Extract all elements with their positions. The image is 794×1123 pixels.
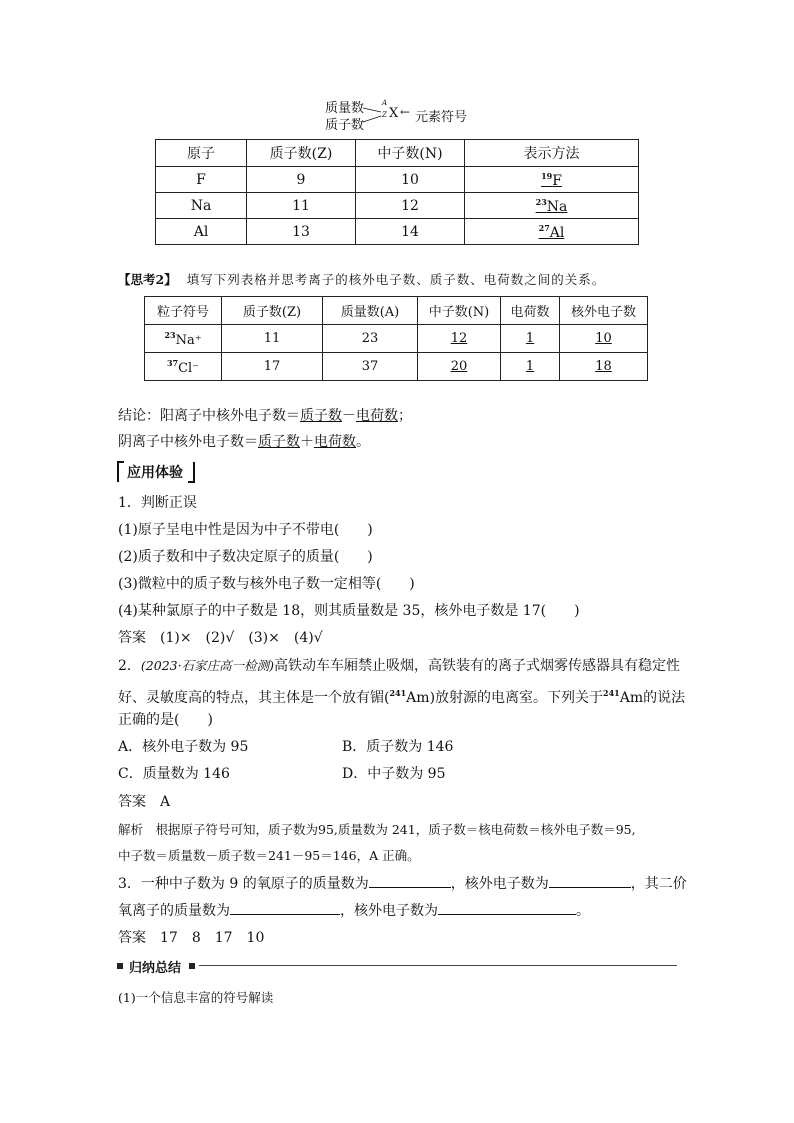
q2-option-a: A．核外电子数为 95 xyxy=(118,739,249,755)
blank-line xyxy=(230,900,340,915)
ion-table xyxy=(144,296,648,381)
q2-text: 的说法 xyxy=(643,690,686,706)
element-symbol: Am xyxy=(619,690,644,706)
q1-item: (4)某种氯原子的中子数是 18，则其质量数是 35，核外电子数是 17( ) xyxy=(118,603,580,619)
table-row xyxy=(145,353,648,381)
cell-symbol xyxy=(145,353,222,381)
cell-charge xyxy=(501,353,560,381)
notation-diagram xyxy=(325,97,485,131)
answer-value: 10 xyxy=(595,331,612,346)
cell-protons: 17 xyxy=(222,353,323,381)
q3-line-1 xyxy=(118,873,687,894)
q2-source: (2023·石家庄高一检测) xyxy=(140,658,274,673)
mass-number: 241 xyxy=(389,688,407,698)
answer-value: 1 xyxy=(525,359,535,374)
header-charge: 电荷数 xyxy=(501,297,560,325)
cell-atom: F xyxy=(156,167,247,193)
q1-item: (1)原子呈电中性是因为中子不带电( ) xyxy=(118,522,373,538)
q3-text: 。 xyxy=(576,903,590,919)
mass-symbol: A xyxy=(382,99,388,107)
element-symbol: F xyxy=(552,172,562,189)
square-icon xyxy=(189,963,195,969)
section-title-text: 应用体验 xyxy=(127,465,183,481)
divider xyxy=(199,965,677,966)
q1-title: 1．判断正误 xyxy=(118,495,197,511)
conclusion-text: ＋ xyxy=(300,434,314,450)
atom-table xyxy=(155,139,639,245)
conclusion-answer: 电荷数 xyxy=(356,408,398,424)
q2-answer: 答案 A xyxy=(118,794,171,810)
q1-answer: 答案 (1)× (2)√ (3)× (4)√ xyxy=(118,630,323,646)
q2-line-1 xyxy=(118,656,680,676)
cell-atom: Al xyxy=(156,219,247,245)
conclusion-answer: 质子数 xyxy=(258,434,300,450)
conclusion-text: ； xyxy=(398,408,412,424)
header-protons: 质子数(Z) xyxy=(222,297,323,325)
conclusion-line-2 xyxy=(118,432,370,452)
cell-protons: 13 xyxy=(247,219,356,245)
think-text: 填写下列表格并思考离子的核外电子数、质子数、电荷数之间的关系。 xyxy=(186,272,606,287)
cell-neutrons: 12 xyxy=(356,193,465,219)
blank-line xyxy=(549,873,631,888)
summary-title: 归纳总结 xyxy=(129,961,182,976)
cell-mass: 23 xyxy=(323,325,418,353)
q1-item: (2)质子数和中子数决定原子的质量( ) xyxy=(118,549,373,565)
table-row xyxy=(145,325,648,353)
cell-electrons xyxy=(560,325,648,353)
q2-option-b: B．质子数为 146 xyxy=(342,739,454,755)
conclusion-answer: 质子数 xyxy=(300,408,342,424)
cell-neutrons xyxy=(418,353,501,381)
conclusion-text: 。 xyxy=(356,434,370,450)
summary-item: (1)一个信息丰富的符号解读 xyxy=(118,990,274,1005)
header-electrons: 核外电子数 xyxy=(560,297,648,325)
cell-mass: 37 xyxy=(323,353,418,381)
conclusion-answer: 电荷数 xyxy=(314,434,356,450)
corner-bracket-open-icon xyxy=(117,461,125,483)
header-notation: 表示方法 xyxy=(465,140,639,167)
element-symbol: Al xyxy=(549,224,565,241)
table-row xyxy=(156,193,639,219)
q2-text: )放射源的电离室。下列关于 xyxy=(429,690,604,706)
cell-protons: 11 xyxy=(247,193,356,219)
ion-symbol: Cl⁻ xyxy=(178,360,200,376)
table-row xyxy=(156,219,639,245)
q3-text: ，核外电子数为 xyxy=(340,903,438,919)
q3-line-2 xyxy=(118,900,590,921)
conclusion-line-1 xyxy=(118,406,412,426)
q3-text: 3．一种中子数为 9 的氧原子的质量数为 xyxy=(118,876,369,892)
conclusion-text: 阴离子中核外电子数＝ xyxy=(118,434,258,450)
blank-line xyxy=(438,900,576,915)
think-prompt xyxy=(118,270,605,290)
header-neutrons: 中子数(N) xyxy=(356,140,465,167)
mass-number: 27 xyxy=(538,222,550,233)
header-protons: 质子数(Z) xyxy=(247,140,356,167)
left-arrow-icon: ← xyxy=(400,105,411,119)
q2-analysis-2: 中子数＝质量数－质子数＝241－95＝146，A 正确。 xyxy=(118,848,420,863)
conclusion-text: 结论：阳离子中核外电子数＝ xyxy=(118,408,300,424)
q2-text: 高铁动车车厢禁止吸烟，高铁装有的离子式烟雾传感器具有稳定性 xyxy=(273,658,680,674)
header-symbol: 粒子符号 xyxy=(145,297,222,325)
q2-option-d: D．中子数为 95 xyxy=(342,766,446,782)
q2-line-2 xyxy=(118,683,685,708)
q2-text: 好、灵敏度高的特点，其主体是一个放有镅( xyxy=(118,690,390,706)
element-letter: X xyxy=(389,106,399,121)
cell-neutrons: 14 xyxy=(356,219,465,245)
q1-item: (3)微粒中的质子数与核外电子数一定相等( ) xyxy=(118,576,415,592)
cell-atom: Na xyxy=(156,193,247,219)
square-icon xyxy=(117,963,123,969)
table-row xyxy=(156,167,639,193)
element-label: 元素符号 xyxy=(415,110,468,125)
q3-text: 氧离子的质量数为 xyxy=(118,903,230,919)
blank-line xyxy=(369,873,451,888)
proton-label: 质子数 xyxy=(325,118,365,133)
summary-header xyxy=(117,957,677,975)
cell-charge xyxy=(501,325,560,353)
mass-number: 23 xyxy=(164,329,176,340)
q3-text: ，核外电子数为 xyxy=(450,876,549,892)
mass-label: 质量数 xyxy=(325,101,365,116)
mass-number: 241 xyxy=(603,688,620,698)
ion-symbol: Na⁺ xyxy=(175,332,202,348)
q2-line-3: 正确的是( ) xyxy=(118,712,213,728)
element-symbol: Na xyxy=(546,198,568,215)
cell-neutrons: 10 xyxy=(356,167,465,193)
cell-neutrons xyxy=(418,325,501,353)
proton-symbol: Z xyxy=(382,111,387,119)
cell-notation xyxy=(465,193,639,219)
cell-protons: 11 xyxy=(222,325,323,353)
cell-electrons xyxy=(560,353,648,381)
cell-protons: 9 xyxy=(247,167,356,193)
cell-notation xyxy=(465,219,639,245)
cell-symbol xyxy=(145,325,222,353)
q2-option-c: C．质量数为 146 xyxy=(118,766,230,782)
answer-value: 20 xyxy=(450,359,468,374)
q2-number: 2． xyxy=(118,658,141,674)
answer-value: 1 xyxy=(525,331,535,346)
mass-number: 23 xyxy=(535,196,547,207)
element-symbol: Am xyxy=(406,690,430,706)
cell-notation xyxy=(465,167,639,193)
corner-bracket-close-icon xyxy=(187,461,195,483)
header-atom: 原子 xyxy=(156,140,247,167)
answer-value: 12 xyxy=(450,331,468,346)
conclusion-text: － xyxy=(342,408,356,424)
mass-number: 19 xyxy=(541,170,553,181)
q3-answer: 答案 17 8 17 10 xyxy=(118,930,265,946)
header-neutrons: 中子数(N) xyxy=(418,297,501,325)
think-label: 【思考2】 xyxy=(118,272,177,287)
header-mass: 质量数(A) xyxy=(323,297,418,325)
q2-analysis-1: 解析 根据原子符号可知，质子数为95,质量数为 241，质子数＝核电荷数＝核外电子数＝95, xyxy=(118,822,636,837)
answer-value: 18 xyxy=(595,359,612,374)
mass-number: 37 xyxy=(166,357,179,368)
q3-text: ，其二价 xyxy=(630,876,687,892)
